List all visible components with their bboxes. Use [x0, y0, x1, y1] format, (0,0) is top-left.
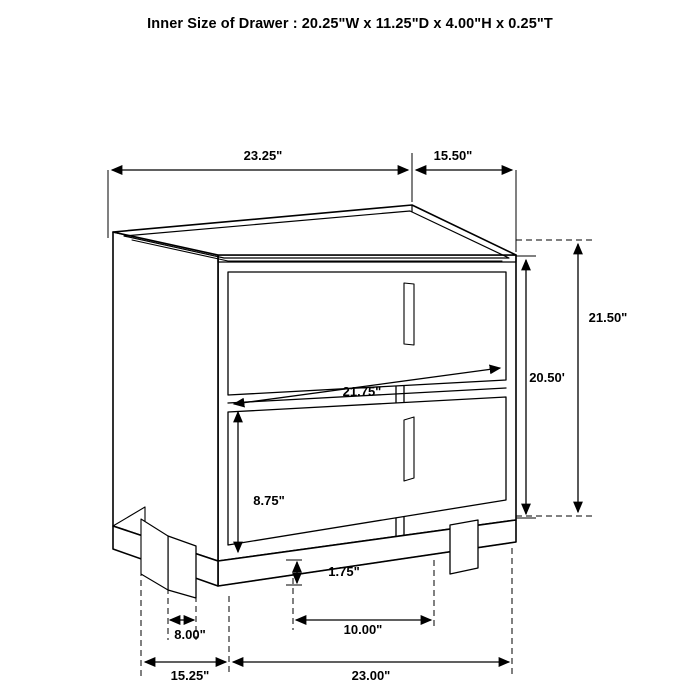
dim-label-case-height: 20.50' [529, 370, 565, 385]
page-title: Inner Size of Drawer : 20.25"W x 11.25"D x 4.00"H x 0.25"T [147, 16, 553, 32]
cabinet-left-side [113, 232, 218, 561]
dim-label-base-width: 23.00" [351, 668, 391, 683]
upper-drawer-front [228, 272, 506, 395]
upper-drawer-pull [404, 283, 414, 345]
foot-front-right [450, 520, 478, 574]
dim-label-top-front-width: 23.25" [243, 148, 283, 163]
dim-label-drawer-front-width: 21.75" [342, 384, 382, 399]
dim-label-plinth-height: 1.75" [328, 564, 360, 579]
dim-label-base-inner-width: 10.00" [343, 622, 383, 637]
dim-label-foot-width: 8.00" [174, 627, 206, 642]
dim-label-lower-drawer-height: 8.75" [253, 493, 285, 508]
lower-drawer-pull [404, 417, 414, 481]
dim-label-overall-height: 21.50" [588, 310, 628, 325]
foot-front-left [168, 536, 196, 598]
dim-label-base-depth: 15.25" [170, 668, 210, 683]
dim-label-top-side-depth: 15.50" [433, 148, 473, 163]
